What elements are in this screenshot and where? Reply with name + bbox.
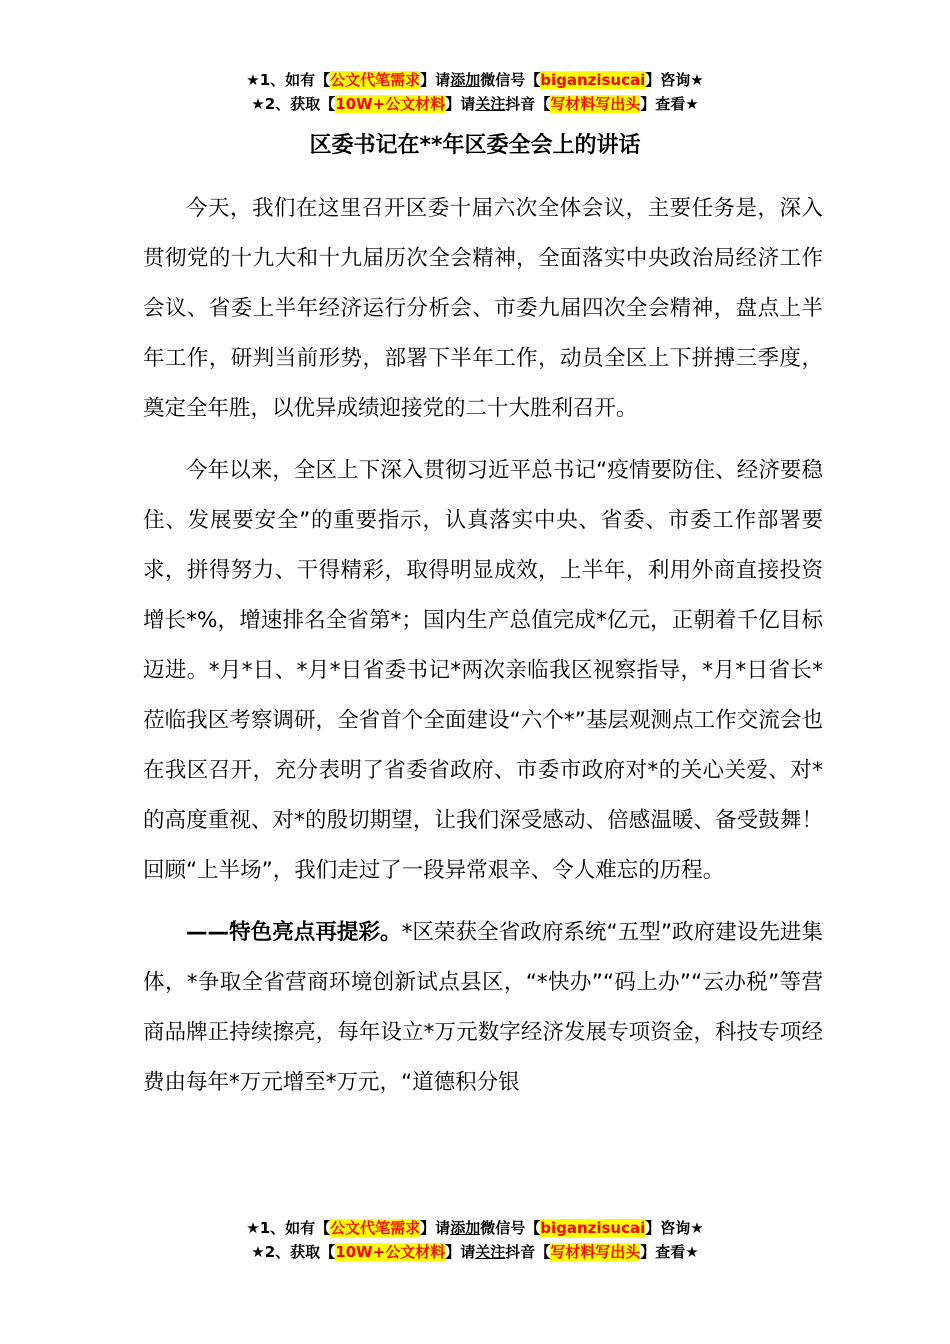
header-banner <box>0 68 950 116</box>
highlight-paragraph <box>143 908 823 1108</box>
banner-text: 微信号【 <box>480 1219 541 1237</box>
banner-text: 】咨询★ <box>645 1219 704 1237</box>
banner-text: ★1、如有【 <box>246 1219 331 1237</box>
banner-highlight: 公文代笔需求 <box>330 1219 421 1237</box>
banner-text: 抖音【 <box>505 95 551 113</box>
banner-line-1 <box>0 68 950 92</box>
footer-banner <box>0 1216 950 1264</box>
body-paragraph: 今年以来，全区上下深入贯彻习近平总书记“疫情要防住、经济要稳住、发展要安全”的重要指示，认真落实中央、省委、市委工作部署要求，拼得努力、干得精彩，取得明显成效，上半年，利用外商直接投资增长*%，增速排名全省第*；国内生产总值完成*亿元，正朝着千亿目标迈进。*月*日、*月*日省委书记*两次亲临我区视察指导，*月*日省长*莅临我区考察调研，全省首个全面建设“六个*”基层观测点工作交流会也在我区召开，充分表明了省委省政府、市委市政府对*的关心关爱、对*的高度重视、对*的殷切期望，让我们深受感动、倍感温暖、备受鼓舞！回顾“上半场”，我们走过了一段异常艰辛、令人难忘的历程。 <box>143 458 823 883</box>
banner-line-2 <box>0 1240 950 1264</box>
banner-line-1 <box>0 1216 950 1240</box>
banner-text: 微信号【 <box>480 71 541 89</box>
banner-text: 抖音【 <box>505 1243 551 1261</box>
banner-text: 】查看★ <box>640 95 699 113</box>
banner-line-2 <box>0 92 950 116</box>
banner-highlight: 公文代笔需求 <box>330 71 421 89</box>
banner-wechat-id: biganzisucai <box>540 71 646 89</box>
banner-underline: 关注 <box>475 1243 506 1261</box>
banner-underline: 添加 <box>450 71 481 89</box>
banner-wechat-id: biganzisucai <box>540 1219 646 1237</box>
banner-underline: 添加 <box>450 1219 481 1237</box>
banner-underline: 关注 <box>475 95 506 113</box>
banner-text: 】请 <box>445 1243 476 1261</box>
paragraph-text: *区荣获全省政府系统“五型”政府建设先进集体，*争取全省营商环境创新试点县区，“*快办”“码上办”“云办税”等营商品牌正持续擦亮，每年设立*万元数字经济发展专项资金，科技专项经费由每年*万元增至*万元，“道德积分银 <box>143 920 823 1095</box>
banner-highlight: 10W+公文材料 <box>335 95 446 113</box>
banner-text: 】咨询★ <box>645 71 704 89</box>
document-body <box>143 184 823 1120</box>
document-title: 区委书记在**年区委全会上的讲话 <box>309 133 641 158</box>
banner-highlight: 10W+公文材料 <box>335 1243 446 1261</box>
banner-text: ★2、获取【 <box>251 1243 336 1261</box>
banner-text: 】请 <box>420 71 451 89</box>
banner-text: 】请 <box>420 1219 451 1237</box>
body-paragraph: 今天，我们在这里召开区委十届六次全体会议，主要任务是，深入贯彻党的十九大和十九届历次全会精神，全面落实中央政治局经济工作会议、省委上半年经济运行分析会、市委九届四次全会精神，盘点上半年工作，研判当前形势，部署下半年工作，动员全区上下拼搏三季度，奠定全年胜，以优异成绩迎接党的二十大胜利召开。 <box>143 196 823 421</box>
banner-douyin-id: 写材料写出头 <box>550 95 641 113</box>
banner-text: 】查看★ <box>640 1243 699 1261</box>
paragraph-lead: ——特色亮点再提彩。 <box>186 920 402 945</box>
banner-text: 】请 <box>445 95 476 113</box>
banner-douyin-id: 写材料写出头 <box>550 1243 641 1261</box>
banner-text: ★1、如有【 <box>246 71 331 89</box>
banner-text: ★2、获取【 <box>251 95 336 113</box>
